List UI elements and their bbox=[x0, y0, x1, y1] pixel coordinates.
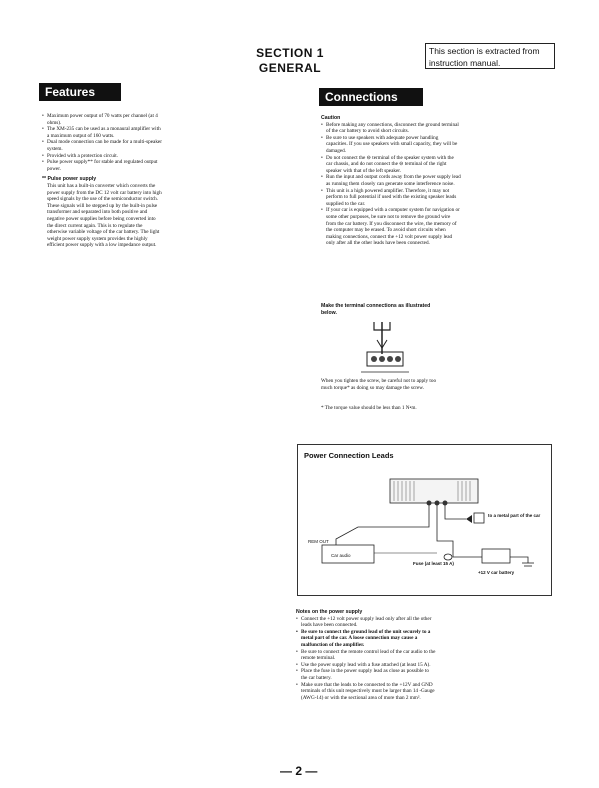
features-item: • Pulse power supply** for stable and regulated output power. bbox=[42, 159, 162, 172]
rem-out-label: REM OUT bbox=[308, 539, 329, 544]
features-item: • The XM-235 can be used as a monaural amplifier with a maximum output of 160 watts. bbox=[42, 126, 162, 139]
metal-part-label: to a metal part of the car bbox=[488, 513, 541, 518]
connections-heading: Connections bbox=[319, 88, 423, 106]
caution-title: Caution bbox=[321, 115, 341, 121]
screw-note: When you tighten the screw, be careful not to apply too much torque* as doing so may damage the screw. bbox=[321, 378, 437, 391]
features-item: • Maximum power output of 70 watts per channel (at 4 ohms). bbox=[42, 113, 162, 126]
features-heading: Features bbox=[39, 83, 121, 101]
car-audio-label: Car audio bbox=[331, 553, 351, 558]
power-heading: Power Connection Leads bbox=[304, 451, 394, 460]
caution-block bbox=[321, 115, 461, 247]
notes-item: • Connect the +12 volt power supply lead only after all the other leads have been connected. bbox=[296, 616, 436, 629]
caution-item: • Be sure to use speakers with adequate power handling capacities. If you use speakers with small capacity, they will be damaged. bbox=[321, 135, 461, 155]
caution-item: • This unit is a high powered amplifier. Therefore, it may not perform to full potential if used with the existing speaker leads supplied to the car. bbox=[321, 188, 461, 208]
caution-list bbox=[321, 122, 461, 247]
features-block bbox=[42, 113, 162, 249]
features-item: • Dual mode connection can be made for a multi-speaker system. bbox=[42, 139, 162, 152]
torque-note: * The torque value should be less than 1 N•m. bbox=[321, 405, 417, 411]
pulse-text: This unit has a built-in converter which converts the power supply from the DC 12 volt car battery into high speed signals by the use of the semiconductor switch. These signals will be stepped up by the built-in pulse transformer and separated into both positive and negative power supplies before being converted into the direct current again. This is to regulate the otherwise variable voltage of the car battery. The light weight power supply system provides the highly efficient power supply with a low impedance output. bbox=[47, 182, 162, 249]
extract-note-box: This section is extracted from instruction manual. bbox=[425, 43, 555, 69]
notes-item: • Be sure to connect the ground lead of the unit securely to a metal part of the car. A loose connection may cause a malfunction of the amplifier. bbox=[296, 629, 436, 649]
notes-item: • Make sure that the leads to be connected to the +12V and GND terminals of this unit respectively must be larger than 14 -Gauge (AWG-14) or with the sectional area of more than 2 mm². bbox=[296, 682, 436, 702]
caution-item: • Before making any connections, disconnect the ground terminal of the car battery to avoid short circuits. bbox=[321, 122, 461, 135]
caution-item: • If your car is equipped with a computer system for navigation or some other purposes, be sure not to remove the ground wire from the car battery. If you disconnect the wire, the memory of the computer may be erased. To avoid short circuits when making connections, connect the +12 volt power supply lead only after all the other leads have been connected. bbox=[321, 207, 461, 247]
caution-item: • Do not connect the ⊖ terminal of the speaker system with the car chassis, and do not connect the ⊖ terminal of the right speaker with that of the left speaker. bbox=[321, 155, 461, 175]
battery-label: +12 V car battery bbox=[478, 570, 515, 575]
features-list bbox=[42, 113, 162, 172]
section-header bbox=[230, 46, 350, 76]
power-diagram-frame bbox=[297, 444, 552, 596]
features-item: • Provided with a protection circuit. bbox=[42, 153, 162, 160]
section-subtitle: GENERAL bbox=[258, 61, 322, 75]
section-title: SECTION 1 bbox=[256, 46, 324, 60]
notes-item: • Use the power supply lead with a fuse attached (at least 15 A). bbox=[296, 662, 436, 669]
notes-title: Notes on the power supply bbox=[296, 609, 363, 615]
terminal-title: Make the terminal connections as illustrated below. bbox=[321, 303, 431, 316]
notes-list bbox=[296, 616, 436, 702]
page-number: — 2 — bbox=[280, 764, 318, 778]
fuse-label: Fuse (at least 15 A) bbox=[413, 561, 454, 566]
power-notes-block bbox=[296, 609, 436, 701]
terminal-illustration bbox=[355, 318, 415, 378]
pulse-title: ** Pulse power supply bbox=[42, 176, 97, 183]
notes-item: • Place the fuse in the power supply lead as close as possible to the car battery. bbox=[296, 668, 436, 681]
caution-item: • Run the input and output cords away from the power supply lead as running them closely can generate some interference noise. bbox=[321, 174, 461, 187]
notes-item: • Be sure to connect the remote control lead of the car audio to the remote terminal. bbox=[296, 649, 436, 662]
